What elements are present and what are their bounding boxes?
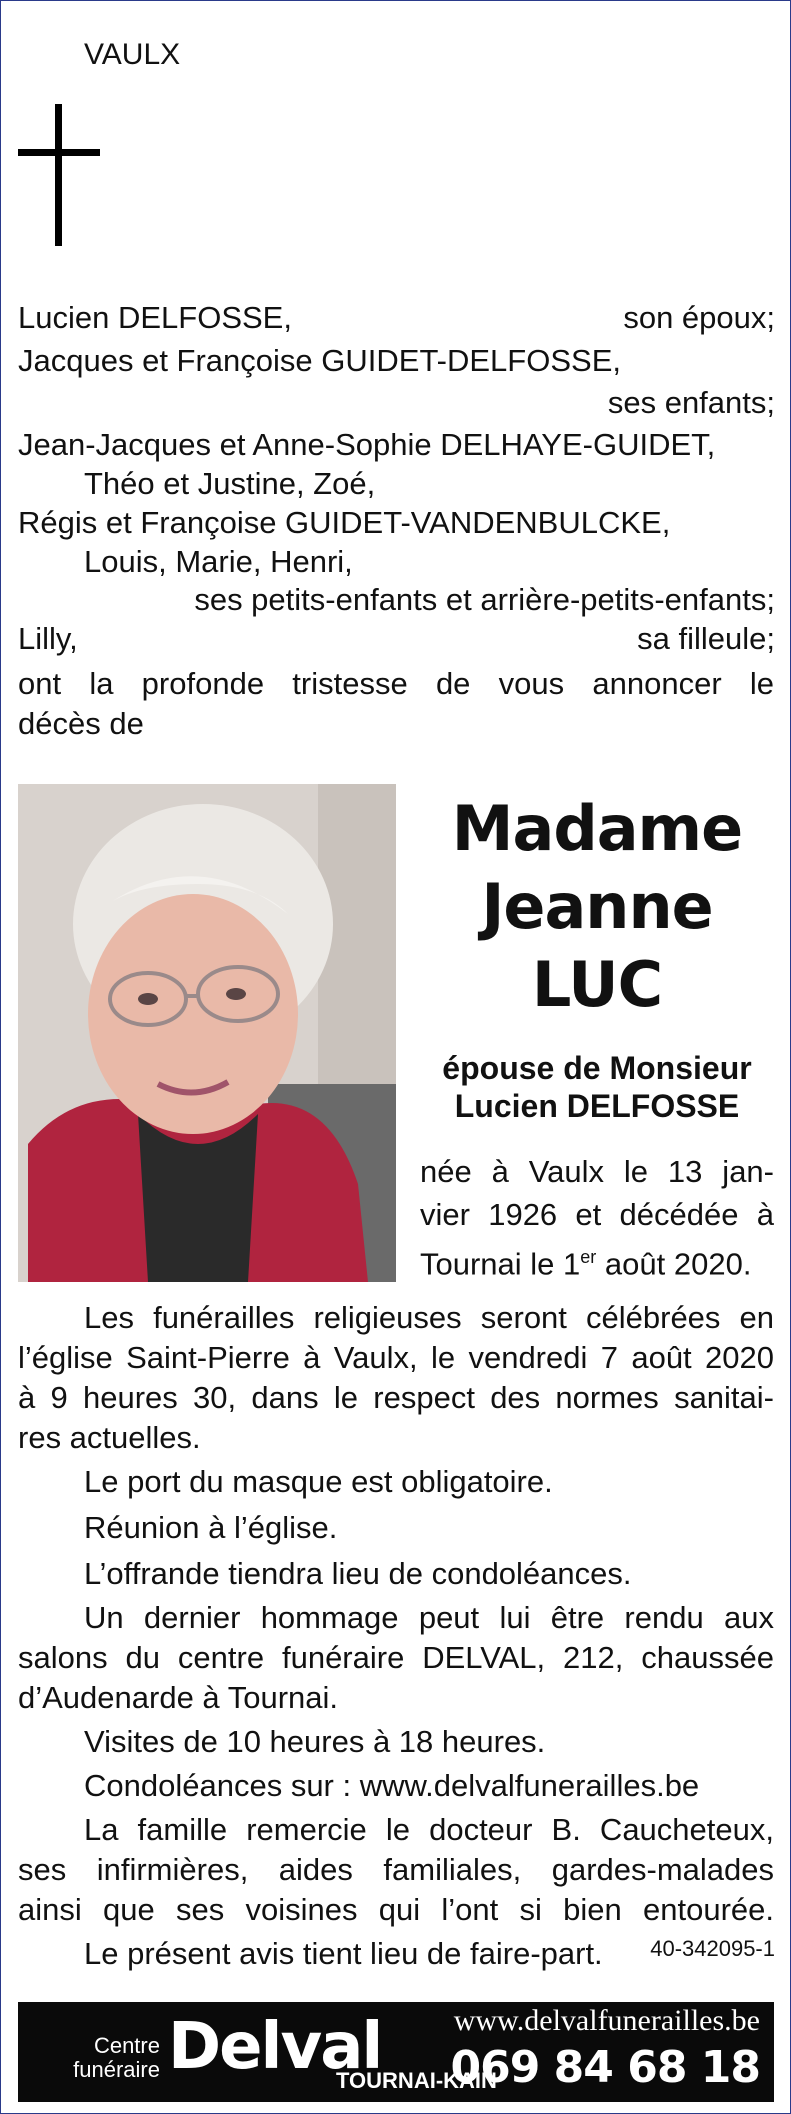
deceased-title: Madame	[451, 792, 743, 865]
tribute-line-1: Un dernier hommage peut lui être rendu aux	[84, 1600, 774, 1635]
reference-number: 40-342095-1	[650, 1936, 775, 1961]
banner-website: www.delvalfunerailles.be	[453, 2004, 760, 2037]
family-name-5: Régis et Françoise GUIDET-VANDENBULCKE,	[18, 505, 671, 540]
funeral-para-line-3: à 9 heures 30, dans le respect des normes sanitai-	[18, 1380, 774, 1415]
tribute-line-2: salons du centre funéraire DELVAL, 212, chaussée	[18, 1640, 774, 1675]
meeting-note: Réunion à l’église.	[84, 1510, 338, 1545]
town-heading: VAULX	[84, 38, 181, 71]
thanks-line-2: ses infirmières, aides familiales, gardes-malades	[18, 1852, 774, 1887]
mask-note: Le port du masque est obligatoire.	[84, 1464, 553, 1499]
tribute-line-3: d’Audenarde à Tournai.	[18, 1680, 339, 1715]
condolences-note: Condoléances sur : www.delvalfunerailles.be	[84, 1768, 700, 1803]
family-relation-8: sa filleule;	[637, 621, 775, 656]
family-relation-2: ses enfants;	[607, 385, 775, 420]
birth-line-1: née à Vaulx le 13 jan-	[420, 1154, 774, 1189]
banner-brand: Delval	[168, 2010, 382, 2084]
deceased-last-name: LUC	[531, 948, 663, 1021]
birth-line-2: vier 1926 et décédée à	[420, 1197, 774, 1232]
deceased-first-name: Jeanne	[481, 870, 713, 943]
family-name-8: Lilly,	[18, 621, 78, 656]
funeral-para-line-4: res actuelles.	[18, 1420, 201, 1455]
intro-line-1: ont la profonde tristesse de vous annoncer le	[18, 666, 774, 701]
portrait-photo	[18, 784, 396, 1282]
funeral-home-banner	[18, 2002, 774, 2102]
spouse-line-2: Lucien DELFOSSE	[454, 1088, 740, 1124]
birth-line-3: Tournai le 1er août 2020.	[420, 1246, 752, 1282]
family-relation-1: son époux;	[623, 300, 775, 335]
banner-phone: 069 84 68 18	[450, 2042, 760, 2093]
banner-city: TOURNAI-KAIN	[336, 2068, 497, 2093]
spouse-line-1: épouse de Monsieur	[442, 1050, 752, 1086]
funeral-para-line-2: l’église Saint-Pierre à Vaulx, le vendredi 7 août 2020	[18, 1340, 774, 1375]
family-name-3: Jean-Jacques et Anne-Sophie DELHAYE-GUIDET,	[18, 427, 716, 462]
family-name-6: Louis, Marie, Henri,	[84, 544, 353, 579]
portrait-illustration	[18, 784, 396, 1282]
offering-note: L’offrande tiendra lieu de condoléances.	[84, 1556, 632, 1591]
announcement-note: Le présent avis tient lieu de faire-part.	[84, 1936, 603, 1971]
thanks-line-3: ainsi que ses voisines qui l’ont si bien entourée.	[18, 1892, 774, 1927]
thanks-line-1: La famille remercie le docteur B. Caucheteux,	[84, 1812, 774, 1847]
visits-note: Visites de 10 heures à 18 heures.	[84, 1724, 546, 1759]
funeral-para-line-1: Les funérailles religieuses seront célébrées en	[84, 1300, 774, 1335]
intro-line-2: décès de	[18, 706, 144, 741]
banner-centre-label: Centre funéraire	[73, 2033, 160, 2082]
family-name-2: Jacques et Françoise GUIDET-DELFOSSE,	[18, 343, 621, 378]
family-name-1: Lucien DELFOSSE,	[18, 300, 292, 335]
family-name-4: Théo et Justine, Zoé,	[84, 466, 376, 501]
family-relation-7: ses petits-enfants et arrière-petits-enfants;	[194, 582, 775, 617]
